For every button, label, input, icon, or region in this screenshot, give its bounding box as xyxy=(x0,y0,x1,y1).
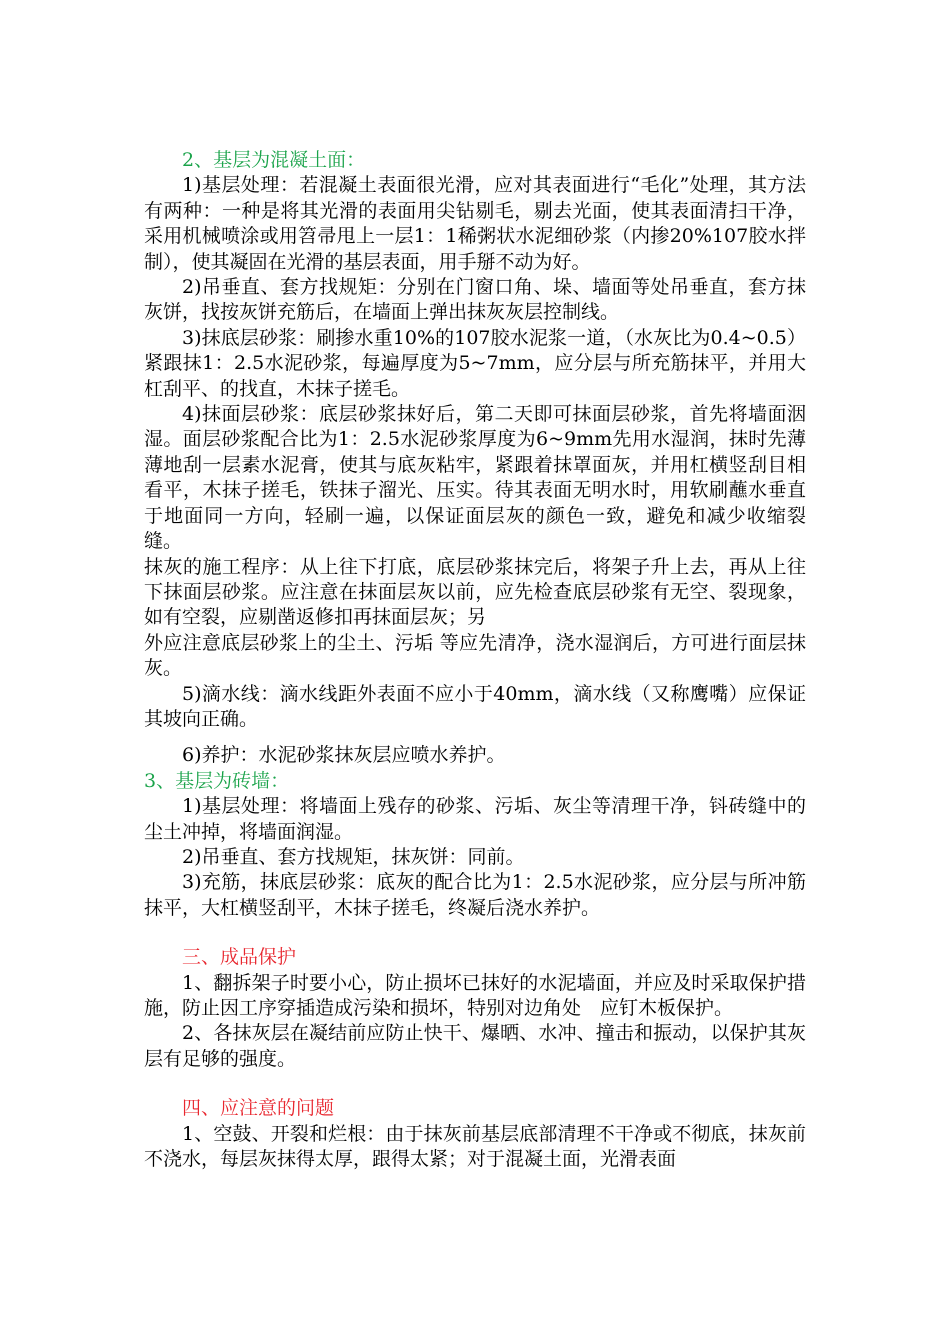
document-page xyxy=(144,148,806,1172)
paragraph-3-1-base-treatment: 1)基层处理：将墙面上残存的砂浆、污垢、灰尘等清理干净，钭砖缝中的尘土冲掉，将墙面润湿。 xyxy=(144,795,806,843)
paragraph-3-3-rib-base-mortar: 3)充筋，抹底层砂浆：底灰的配合比为1：2.5水泥砂浆，应分层与所冲筋抹平，大杠横竖刮平，木抹子搓毛，终凝后浇水养护。 xyxy=(144,871,806,919)
section-three-heading: 三、成品保护 xyxy=(182,946,297,969)
paragraph-2-6-curing: 6)养护：水泥砂浆抹灰层应喷水养护。 xyxy=(182,744,506,767)
paragraph-2-2-plumb-square: 2)吊垂直、套方找规矩：分别在门窗口角、垛、墙面等处吊垂直，套方抹灰饼，找按灰饼充筋后，在墙面上弹出抹灰灰层控制线。 xyxy=(144,276,806,324)
section-2-heading: 2、基层为混凝土面： xyxy=(182,149,366,171)
paragraph-2-5-drip-line: 5)滴水线：滴水线距外表面不应小于40mm，滴水线（又称鹰嘴）应保证其坡向正确。 xyxy=(144,682,806,730)
section-3-heading: 3、基层为砖墙： xyxy=(144,769,290,792)
paragraph-2-plaster-procedure-cont: 外应注意底层砂浆上的尘土、污垢 等应先清净，浇水湿润后，方可进行面层抹灰。 xyxy=(144,631,806,680)
paragraph-3-2-plumb-square: 2)吊垂直、套方找规矩，抹灰饼：同前。 xyxy=(182,845,525,868)
paragraph-2-1-base-treatment: 1)基层处理：若混凝土表面很光滑，应对其表面进行“毛化”处理，其方法有两种：一种是将其光滑的表面用尖钻剔毛，剔去光面，使其表面清扫干净，采用机械喷涂或用笤帚甩上一层1：1稀粥状水泥细砂浆（内掺20%107胶水拌制），使其凝固在光滑的基层表面，用手掰不动为好。 xyxy=(144,174,806,273)
paragraph-three-2-setting: 2、各抹灰层在凝结前应防止快干、爆晒、水冲、撞击和振动，以保护其灰层有足够的强度。 xyxy=(144,1022,806,1070)
paragraph-three-1-scaffold: 1、翻拆架子时要小心，防止损坏已抹好的水泥墙面，并应及时采取保护措施，防止因工序穿插造成污染和损坏，特别对边角处 应钉木板保护。 xyxy=(144,971,806,1019)
paragraph-2-plaster-procedure: 抹灰的施工程序：从上往下打底，底层砂浆抹完后，将架子升上去，再从上往下抹面层砂浆。应注意在抹面层灰以前，应先检查底层砂浆有无空、裂现象，如有空裂，应剔凿返修扣再抹面层灰；另 xyxy=(144,555,806,629)
paragraph-2-4-surface-mortar: 4)抹面层砂浆：底层砂浆抹好后，第二天即可抹面层砂浆，首先将墙面洇湿。面层砂浆配合比为1：2.5水泥砂浆厚度为6~9mm先用水湿润，抹时先薄薄地刮一层素水泥膏，使其与底灰粘牢，紧跟着抹罩面灰，并用杠横竖刮目相看平，木抹子搓毛，铁抹子溜光、压实。待其表面无明水时，用软刷蘸水垂直于地面同一方向，轻刷一遍，以保证面层灰的颜色一致，避免和减少收缩裂缝。 xyxy=(144,403,806,553)
paragraph-four-1-hollowing: 1、空鼓、开裂和烂根：由于抹灰前基层底部清理不干净或不彻底，抹灰前不浇水，每层灰抹得太厚，跟得太紧；对于混凝土面，光滑表面 xyxy=(144,1122,806,1171)
section-four-heading: 四、应注意的问题 xyxy=(182,1097,335,1120)
paragraph-2-3-base-mortar: 3)抹底层砂浆：刷掺水重10%的107胶水泥浆一道，（水灰比为0.4~0.5）紧跟抹1：2.5水泥砂浆，每遍厚度为5~7mm，应分层与所充筋抹平，并用大杠刮平、的找直，木抹子搓毛。 xyxy=(144,326,806,400)
